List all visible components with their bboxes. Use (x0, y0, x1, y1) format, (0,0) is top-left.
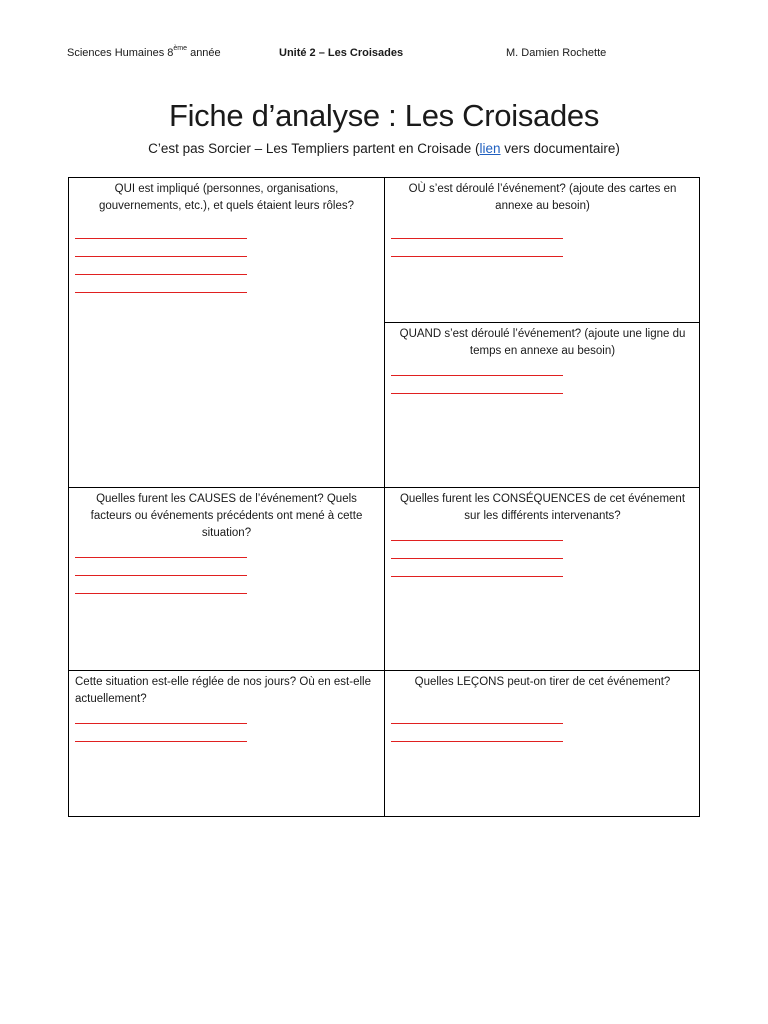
question-reglee: Cette situation est-elle réglée de nos jours? Où en est-elle actuellement? (75, 676, 371, 705)
answer-line[interactable] (75, 725, 247, 742)
cell-lecons (385, 671, 700, 816)
cell-consequences (385, 488, 700, 670)
page-header (0, 47, 768, 63)
answer-lines-lecons (391, 710, 694, 742)
question-causes: Quelles furent les CAUSES de l’événement? Quels facteurs ou événements précédents ont mené à cette situation? (90, 493, 363, 539)
answer-line[interactable] (75, 559, 247, 576)
subtitle-text-after: vers documentaire) (500, 141, 620, 156)
question-quand: QUAND s’est déroulé l’événement? (ajoute une ligne du temps en annexe au besoin) (399, 328, 686, 357)
page-subtitle (0, 141, 768, 156)
answer-lines-quand (391, 362, 694, 394)
question-qui: QUI est impliqué (personnes, organisations, gouvernements, etc.), et quels étaient leurs rôles? (98, 183, 355, 212)
documentary-link[interactable]: lien (479, 141, 501, 156)
header-course-level: Sciences Humaines 8 (67, 47, 174, 59)
answer-line[interactable] (391, 725, 563, 742)
answer-line[interactable] (391, 527, 563, 541)
answer-line[interactable] (75, 544, 247, 558)
header-course (67, 47, 221, 59)
subtitle-text-before: C’est pas Sorcier – Les Templiers partent en Croisade ( (148, 141, 480, 156)
header-unit: Unité 2 – Les Croisades (279, 47, 404, 59)
answer-lines-qui (75, 225, 378, 293)
cell-reglee (69, 671, 384, 816)
header-teacher: M. Damien Rochette (506, 47, 607, 59)
header-course-suffix: année (187, 47, 221, 59)
cell-causes (69, 488, 384, 670)
answer-lines-reglee (75, 710, 378, 742)
answer-line[interactable] (391, 362, 563, 376)
answer-line[interactable] (391, 542, 563, 559)
answer-line[interactable] (391, 377, 563, 394)
answer-line[interactable] (75, 258, 247, 275)
page-title: Fiche d’analyse : Les Croisades (168, 98, 600, 133)
question-lecons: Quelles LEÇONS peut-on tirer de cet événement? (414, 676, 671, 688)
answer-line[interactable] (75, 225, 247, 239)
answer-line[interactable] (75, 710, 247, 724)
question-ou: OÙ s’est déroulé l’événement? (ajoute des cartes en annexe au besoin) (408, 183, 677, 212)
answer-line[interactable] (391, 710, 563, 724)
cell-ou (385, 178, 700, 322)
analysis-table (68, 177, 700, 817)
header-course-sup: ème (173, 45, 188, 52)
answer-line[interactable] (391, 225, 563, 239)
answer-line[interactable] (391, 240, 563, 257)
answer-line[interactable] (75, 276, 247, 293)
answer-lines-causes (75, 544, 378, 594)
cell-qui (69, 178, 384, 487)
question-consequences: Quelles furent les CONSÉQUENCES de cet événement sur les différents intervenants? (399, 493, 686, 522)
answer-line[interactable] (391, 560, 563, 577)
answer-lines-consequences (391, 527, 694, 577)
answer-lines-ou (391, 225, 694, 257)
cell-quand (385, 323, 700, 487)
answer-line[interactable] (75, 240, 247, 257)
answer-line[interactable] (75, 577, 247, 594)
